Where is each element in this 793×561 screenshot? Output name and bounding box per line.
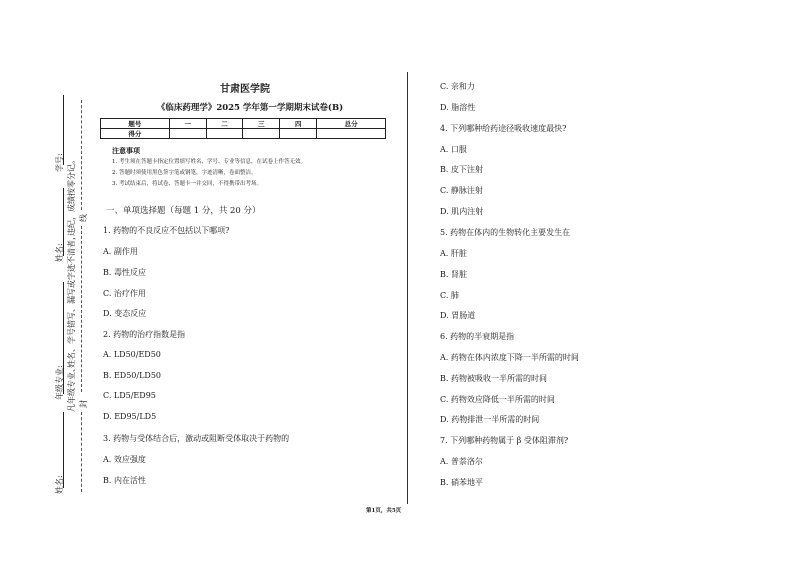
- cut-line-1: [81, 100, 82, 210]
- option: B. 硝苯地平: [440, 478, 483, 487]
- school-name: 甘肃医学院: [220, 84, 270, 95]
- option: C. 治疗作用: [103, 289, 146, 298]
- score-cell: 题号: [101, 119, 170, 129]
- score-table: [100, 118, 386, 139]
- score-input-cell: [280, 129, 317, 139]
- score-cell: 三: [243, 119, 280, 129]
- warning-line-1: 违纪，成绩按零分记。: [67, 156, 76, 236]
- binding-margin: [0, 0, 100, 561]
- cut-line-2: [81, 226, 82, 392]
- seal-line-label-xian: 线: [79, 214, 88, 222]
- option: D. ED95/LD5: [103, 412, 157, 421]
- option: A. 药物在体内浓度下降一半所需的时间: [440, 353, 579, 362]
- notice-title: 注意事项: [112, 146, 140, 155]
- score-table-score-row: [101, 129, 386, 139]
- score-row-label: 得分: [101, 129, 170, 139]
- question-stem: 5. 药物在体内的生物转化主要发生在: [440, 228, 571, 237]
- question-stem: 3. 药物与受体结合后，激动或阻断受体取决于药物的: [103, 434, 290, 443]
- option: B. ED50/LD50: [103, 371, 161, 380]
- option: A. 口服: [440, 145, 467, 154]
- section-heading: 一、单项选择题（每题 1 分，共 20 分）: [106, 206, 261, 216]
- option: D. 药物排泄一半所需的时间: [440, 415, 540, 424]
- option: A. LD50/ED50: [103, 350, 161, 359]
- column-separator: [407, 72, 408, 504]
- option: B. 皮下注射: [440, 165, 483, 174]
- question-stem: 7. 下列哪种药物属于 β 受体阻滞剂?: [440, 436, 569, 445]
- exam-title: 《临床药理学》2025 学年第一学期期末试卷(B): [156, 103, 344, 113]
- option: B. 肾脏: [440, 270, 467, 279]
- option: C. 药物效应降低一半所需的时间: [440, 395, 555, 404]
- question-stem: 2. 药物的治疗指数是指: [103, 330, 186, 339]
- score-input-cell: [169, 129, 206, 139]
- name-label-top: 姓名:: [55, 243, 64, 262]
- question-stem: 4. 下列哪种给药途径吸收速度最快?: [440, 124, 567, 133]
- option: C. 静脉注射: [440, 186, 483, 195]
- score-table-header-row: [101, 119, 386, 129]
- grade-major-underline: [63, 282, 64, 394]
- option: C. 亲和力: [440, 82, 475, 91]
- score-input-cell: [317, 129, 386, 139]
- notice-item: 3. 考试结束后，将试卷、答题卡一并交回，不得携带出考场。: [112, 181, 262, 187]
- student-id-underline: [63, 95, 64, 165]
- page-footer: 第1页，共5页: [366, 508, 402, 514]
- notice-item: 1. 考生须在答题卡指定位置填写姓名、学号、专业等信息，在试卷上作答无效。: [112, 159, 306, 165]
- score-cell: 四: [280, 119, 317, 129]
- name-label-bottom: 姓名:: [55, 475, 64, 494]
- score-cell: 总分: [317, 119, 386, 129]
- option: D. 肌内注射: [440, 207, 484, 216]
- cut-line-3: [81, 412, 82, 492]
- option: B. 内在活性: [103, 476, 146, 485]
- student-id-label: 学号:: [55, 153, 64, 172]
- name-underline-bottom: [63, 412, 64, 488]
- option: A. 肝脏: [440, 249, 467, 258]
- grade-major-label: 年级专业:: [55, 365, 64, 400]
- score-input-cell: [206, 129, 243, 139]
- option: A. 效应强度: [103, 455, 146, 464]
- option: C. 肺: [440, 291, 459, 300]
- option: D. 胃肠道: [440, 311, 476, 320]
- seal-line-label-feng: 封: [79, 400, 88, 408]
- question-stem: 6. 药物的半衰期是指: [440, 332, 515, 341]
- question-stem: 1. 药物的不良反应不包括以下哪项?: [103, 226, 230, 235]
- option: A. 普萘洛尔: [440, 457, 483, 466]
- score-cell: 二: [206, 119, 243, 129]
- notice-item: 2. 答题时须使用黑色签字笔或钢笔，字迹清晰，卷面整洁。: [112, 170, 257, 176]
- option: B. 毒性反应: [103, 268, 146, 277]
- score-cell: 一: [169, 119, 206, 129]
- name-underline-top: [63, 188, 64, 256]
- option: A. 副作用: [103, 247, 138, 256]
- option: D. 变态反应: [103, 309, 147, 318]
- option: B. 药物被吸收一半所需的时间: [440, 374, 547, 383]
- score-input-cell: [243, 129, 280, 139]
- warning-line-3: 凡年级专业、: [67, 364, 76, 412]
- option: C. LD5/ED95: [103, 391, 156, 400]
- warning-line-2: 姓名、学号错写、漏写或字迹不清者，: [67, 232, 76, 368]
- option: D. 脂溶性: [440, 103, 476, 112]
